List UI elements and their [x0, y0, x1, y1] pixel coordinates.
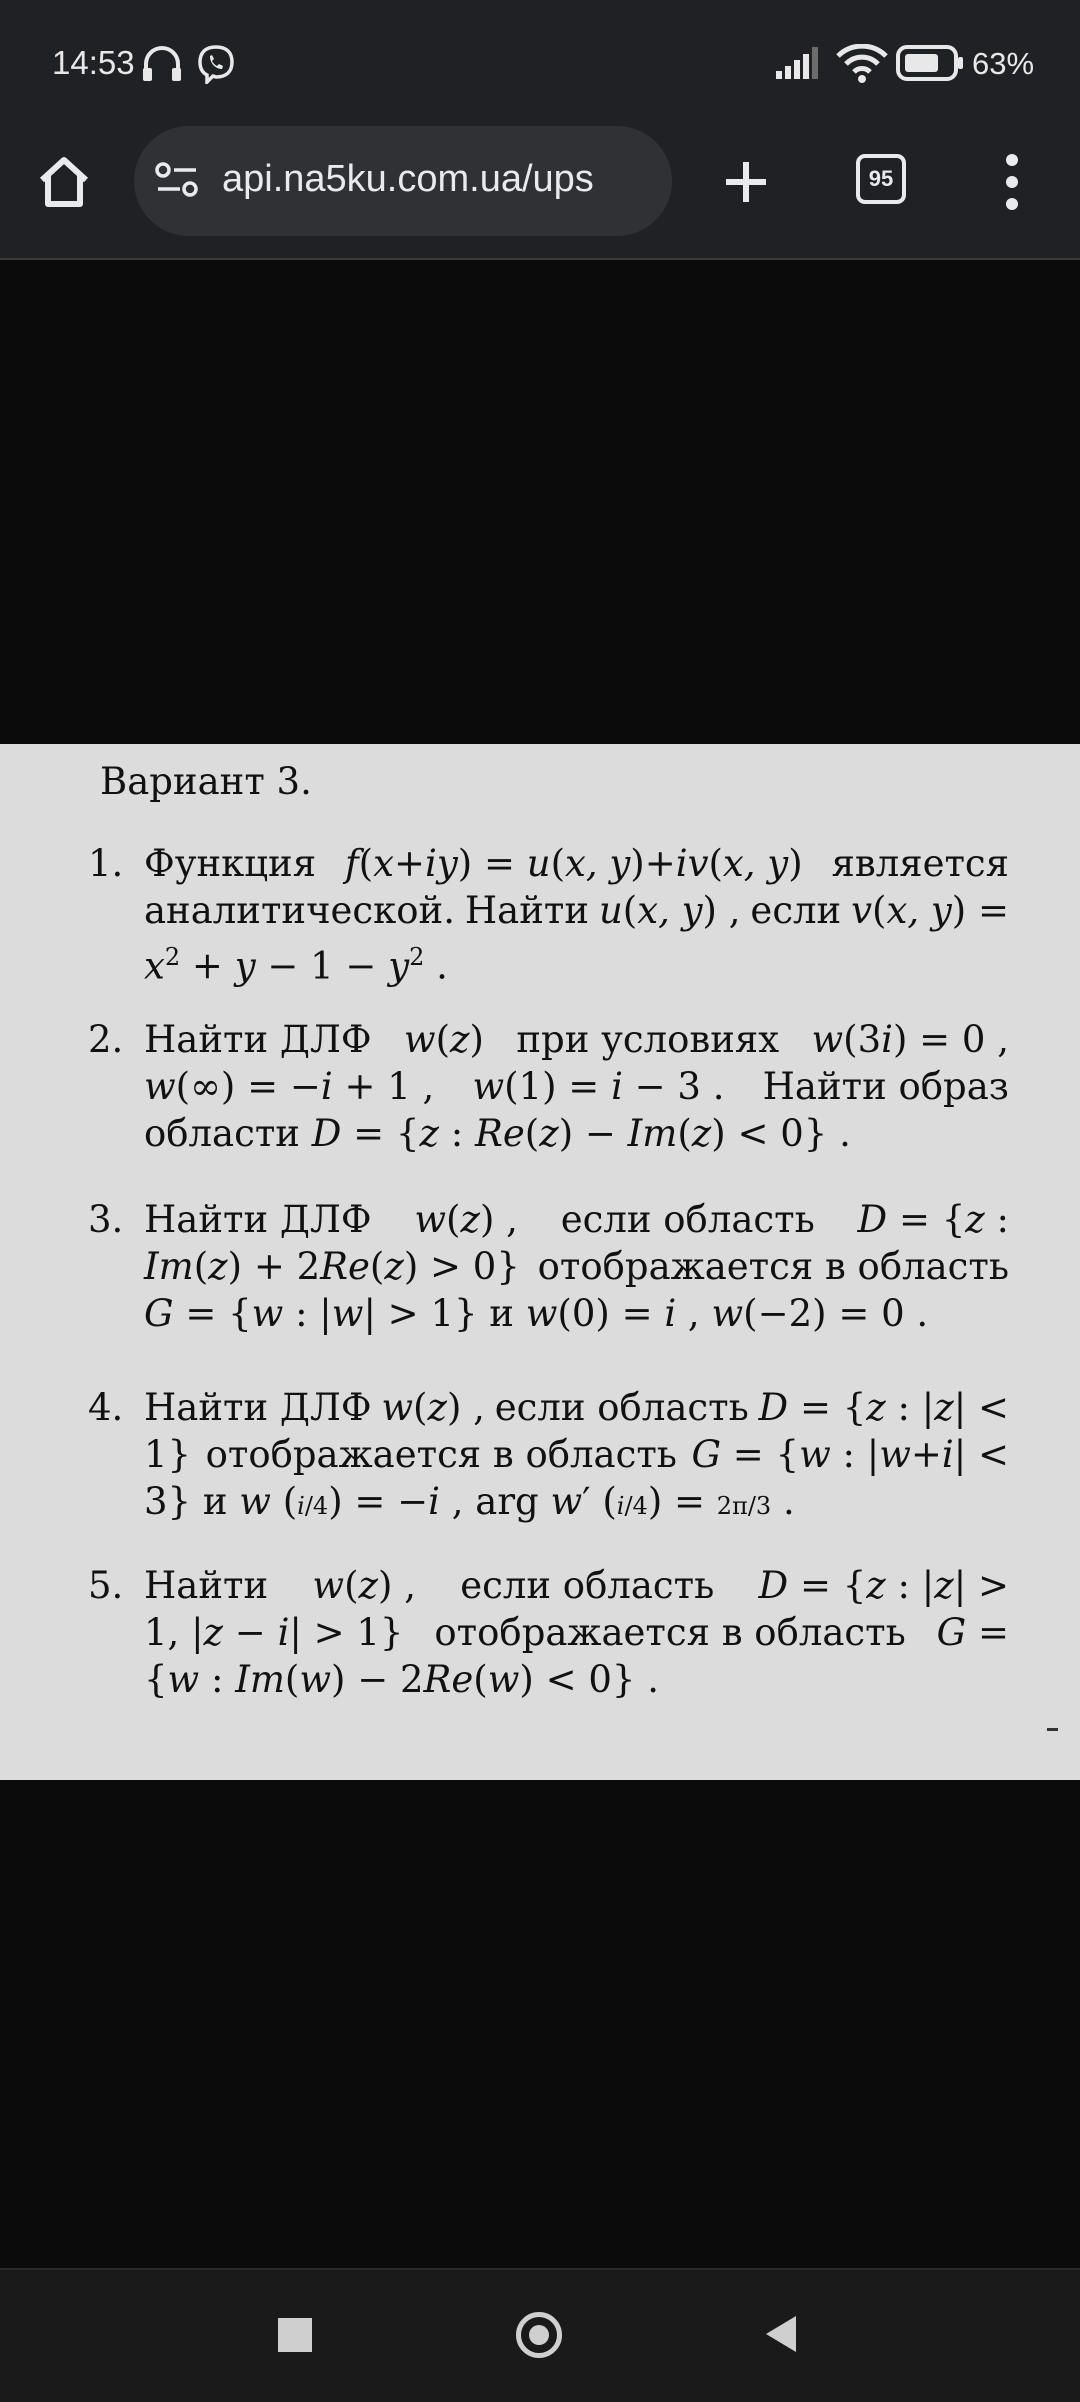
url-text[interactable]: api.na5ku.com.ua/ups [222, 158, 594, 200]
new-tab-icon[interactable] [714, 150, 778, 214]
task-number: 5. [88, 1564, 124, 1607]
system-nav-bar [0, 2268, 1080, 2402]
battery-percent: 63% [972, 46, 1035, 81]
task-text: Найти ДЛФ w(z) при условиях w(3i) = 0 , w(∞) = −i + 1 , w(1) = i − 3 . Найти образ области D = {z : Re(z) − Im(z) < 0} . [144, 1018, 1009, 1155]
page-blank-area-top [0, 260, 1080, 744]
address-bar[interactable] [134, 126, 672, 236]
task-number: 1. [88, 842, 124, 885]
headphones-icon [140, 44, 184, 84]
wifi-icon [836, 44, 888, 84]
task-number: 3. [88, 1198, 124, 1241]
task-text: Функция f(x+iy) = u(x, y)+iv(x, y) является аналитической. Найти u(x, y) , если v(x, y) = $x^2 + y - 1 - y^2$ . [144, 842, 1009, 988]
status-bar [0, 0, 1080, 126]
task-text: Найти ДЛФ w(z) , если область D = {z : |z| < 1} отображается в область G = {w : |w+i| < 3} и w (i/4) = −i , arg w′ (i/4) = 2π/3 . [144, 1386, 1009, 1523]
assignment-image [0, 744, 1080, 1780]
tab-switcher-button[interactable]: 95 [856, 154, 906, 204]
home-icon[interactable] [32, 150, 96, 214]
viber-icon [196, 44, 236, 84]
more-menu-icon[interactable] [990, 150, 1034, 214]
site-settings-icon[interactable] [154, 160, 200, 200]
back-icon[interactable] [766, 2316, 796, 2352]
battery-icon [896, 44, 966, 82]
home-circle-icon[interactable] [516, 2312, 562, 2358]
task-text: Найти ДЛФ w(z) , если область D = {z : Im(z) + 2Re(z) > 0} отображается в область G = {w : |w| > 1} и w(0) = i , w(−2) = 0 . [144, 1198, 1009, 1335]
dash-mark [1047, 1728, 1058, 1731]
signal-icon [776, 44, 824, 80]
task-number: 2. [88, 1018, 124, 1061]
recents-icon[interactable] [278, 2318, 312, 2352]
variant-title: Вариант 3. [100, 760, 312, 803]
task-number: 4. [88, 1386, 124, 1429]
status-time: 14:53 [52, 44, 135, 81]
browser-toolbar [0, 126, 1080, 260]
task-text: Найти w(z) , если область D = {z : |z| > 1, |z − i| > 1} отображается в область G = {w : Im(w) − 2Re(w) < 0} . [144, 1564, 1009, 1701]
